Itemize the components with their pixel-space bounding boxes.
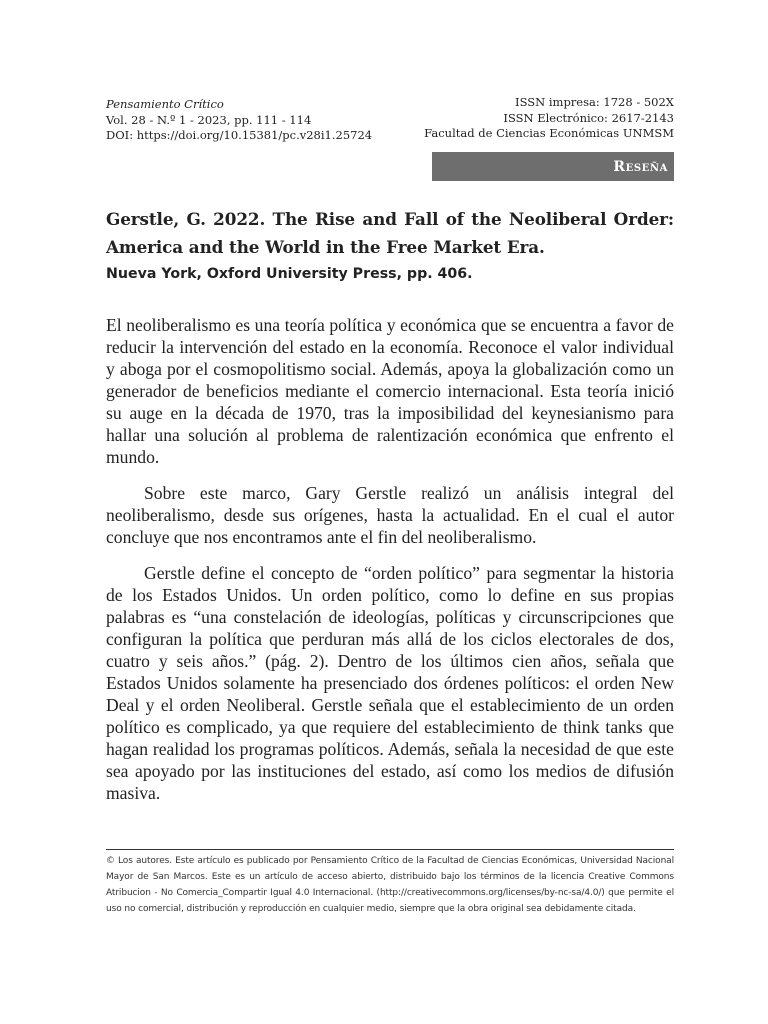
- review-title: Gerstle, G. 2022. The Rise and Fall of the Neoliberal Order: America and the World in the Free Market Era.: [106, 209, 674, 257]
- issn-header: [424, 95, 674, 142]
- doi-link[interactable]: DOI: https://doi.org/10.15381/pc.v28i1.25724: [106, 128, 373, 142]
- section-badge: Reseña: [432, 152, 674, 181]
- paragraph: El neoliberalismo es una teoría política y económica que se encuentra a favor de reducir la intervención del estado en la economía. Reconoce el valor individual y aboga por el cosmopolitismo social. Además, apoya la globalización como un generador de beneficios mediante el comercio internacional. Esta teoría inició su auge en la década de 1970, tras la imposibilidad del keynesianismo para hallar una solución al problema de ralentización económica que enfrento el mundo.: [106, 315, 674, 467]
- journal-header: [106, 97, 372, 144]
- paragraph: Sobre este marco, Gary Gerstle realizó un análisis integral del neoliberalismo, desde sus orígenes, hasta la actualidad. En el cual el autor concluye que nos encontramos ante el fin del neoliberalismo.: [106, 483, 674, 547]
- faculty-name: Facultad de Ciencias Económicas UNMSM: [424, 126, 674, 140]
- paragraph: Gerstle define el concepto de “orden político” para segmentar la historia de los Estados Unidos. Un orden político, como lo define en sus propias palabras es “una constelación de ideologías, políticas y circunscripciones que configuran la política que perduran más allá de los ciclos electorales de dos, cuatro y seis años.” (pág. 2). Dentro de los últimos cien años, señala que Estados Unidos solamente ha presenciado dos órdenes políticos: el orden New Deal y el orden Neoliberal. Gerstle señala que el establecimiento de un orden político es complicado, ya que requiere del establecimiento de think tanks que hagan realidad los programas políticos. Además, señala la necesidad de que este sea apoyado por las instituciones del estado, así como los medios de difusión masiva.: [106, 563, 674, 803]
- issn-electronic: ISSN Electrónico: 2617-2143: [503, 110, 674, 125]
- journal-name: Pensamiento Crítico: [106, 97, 224, 111]
- issn-print: ISSN impresa: 1728 - 502X: [515, 95, 674, 109]
- journal-volume: Vol. 28 - N.º 1 - 2023, pp. 111 - 114: [106, 112, 312, 127]
- license-footnote: © Los autores. Este artículo es publicado por Pensamiento Crítico de la Facultad de Ciencias Económicas, Universidad Nacional Mayor de San Marcos. Este es un artículo de acceso abierto, distribuido bajo los términos de la licencia Creative Commons Atribucion - No Comercia_Compartir Igual 4.0 Internacional. (http://creativecommons.org/licenses/by-nc-sa/4.0/) que permite el uso no comercial, distribución y reproducción en cualquier medio, siempre que la obra original sea debidamente citada.: [106, 856, 674, 914]
- review-publisher: Nueva York, Oxford University Press, pp. 406.: [106, 266, 473, 282]
- document-page: [106, 0, 674, 1024]
- body-text: [106, 314, 674, 804]
- footnote-divider: [106, 849, 674, 850]
